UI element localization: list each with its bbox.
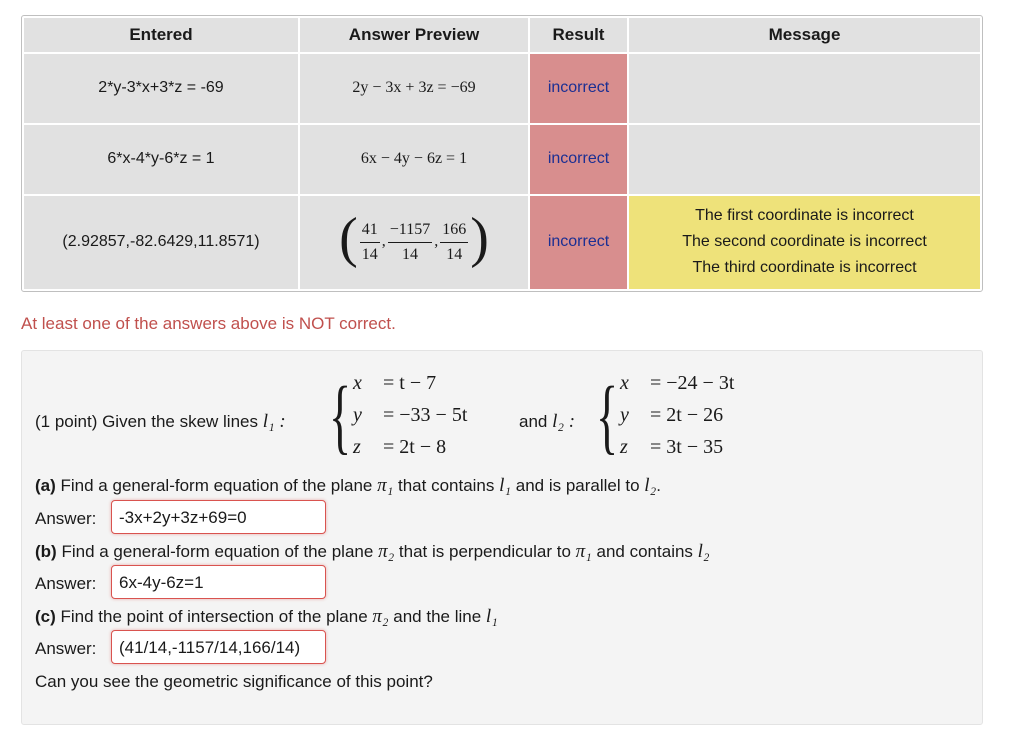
message-cell <box>629 125 980 194</box>
problem-intro: (1 point) Given the skew lines l₁ : <box>35 411 286 432</box>
header-result: Result <box>530 18 627 52</box>
incorrect-warning: At least one of the answers above is NOT correct. <box>21 314 396 333</box>
header-message: Message <box>629 18 980 52</box>
entered-cell: 2*y-3*x+3*z = -69 <box>24 54 298 123</box>
right-paren: ) <box>470 207 489 270</box>
fraction-x: $\frac{41}{14}$ <box>360 218 380 267</box>
closing-question: Can you see the geometric significance of this point? <box>35 672 433 691</box>
equation-row: z = 3t − 35 <box>620 436 724 458</box>
answer-preview-cell: ( $\frac{41}{14}$ , $\frac{-1157}{14}$ , $\frac{166}{14}$ ) <box>300 196 528 289</box>
answer-a-input[interactable]: -3x+2y+3z+69=0 <box>111 500 326 534</box>
result-cell: incorrect <box>530 54 627 123</box>
left-paren: ( <box>339 207 358 270</box>
line1-equations <box>353 367 467 463</box>
equation-row: x = t − 7 <box>353 372 437 394</box>
results-table-container <box>21 15 983 292</box>
header-answer-preview: Answer Preview <box>300 18 528 52</box>
equation-row: y = −33 − 5t <box>353 404 468 426</box>
equation-row: y = 2t − 26 <box>620 404 724 426</box>
result-cell: incorrect <box>530 125 627 194</box>
part-c-question: (c) Find the point of intersection of the plane π₂ and the line l₁ <box>35 606 498 627</box>
answer-c-input[interactable]: (41/14,-1157/14,166/14) <box>111 630 326 664</box>
part-a-question: (a) Find a general-form equation of the plane π₁ that contains l₁ and is parallel to l₂. <box>35 475 661 496</box>
message-line: The second coordinate is incorrect <box>682 233 927 251</box>
answer-preview-cell: 6x − 4y − 6z = 1 <box>300 125 528 194</box>
equation-row: z = 2t − 8 <box>353 436 447 458</box>
result-cell: incorrect <box>530 196 627 289</box>
table-row <box>24 196 980 289</box>
message-cell <box>629 196 980 289</box>
answer-b-input[interactable]: 6x-4y-6z=1 <box>111 565 326 599</box>
problem-panel <box>21 350 983 725</box>
skew-lines-statement <box>35 365 965 465</box>
equation-row: x = −24 − 3t <box>620 372 735 394</box>
l1-symbol: l₁ : <box>262 411 286 432</box>
line2-brace: { <box>596 370 619 463</box>
entered-cell: 6*x-4*y-6*z = 1 <box>24 125 298 194</box>
message-line: The third coordinate is incorrect <box>692 259 917 277</box>
fraction-z: $\frac{166}{14}$ <box>440 218 468 267</box>
answer-b-label: Answer: <box>35 574 97 593</box>
table-row <box>24 125 980 194</box>
results-table <box>22 16 982 291</box>
line2-equations <box>620 367 734 463</box>
line1-brace: { <box>329 370 352 463</box>
l2-symbol: l₂ : <box>552 411 576 432</box>
header-entered: Entered <box>24 18 298 52</box>
answer-c-label: Answer: <box>35 639 97 658</box>
answer-preview-cell: 2y − 3x + 3z = −69 <box>300 54 528 123</box>
answer-a-label: Answer: <box>35 509 97 528</box>
message-cell <box>629 54 980 123</box>
part-b-question: (b) Find a general-form equation of the plane π₂ that is perpendicular to π₁ and contains l₂ <box>35 541 710 562</box>
entered-cell: (2.92857,-82.6429,11.8571) <box>24 196 298 289</box>
and-label: and l₂ : <box>519 411 576 432</box>
message-line: The first coordinate is incorrect <box>695 207 914 225</box>
table-row <box>24 54 980 123</box>
fraction-y: $\frac{-1157}{14}$ <box>388 218 432 267</box>
results-header-row <box>24 18 980 52</box>
